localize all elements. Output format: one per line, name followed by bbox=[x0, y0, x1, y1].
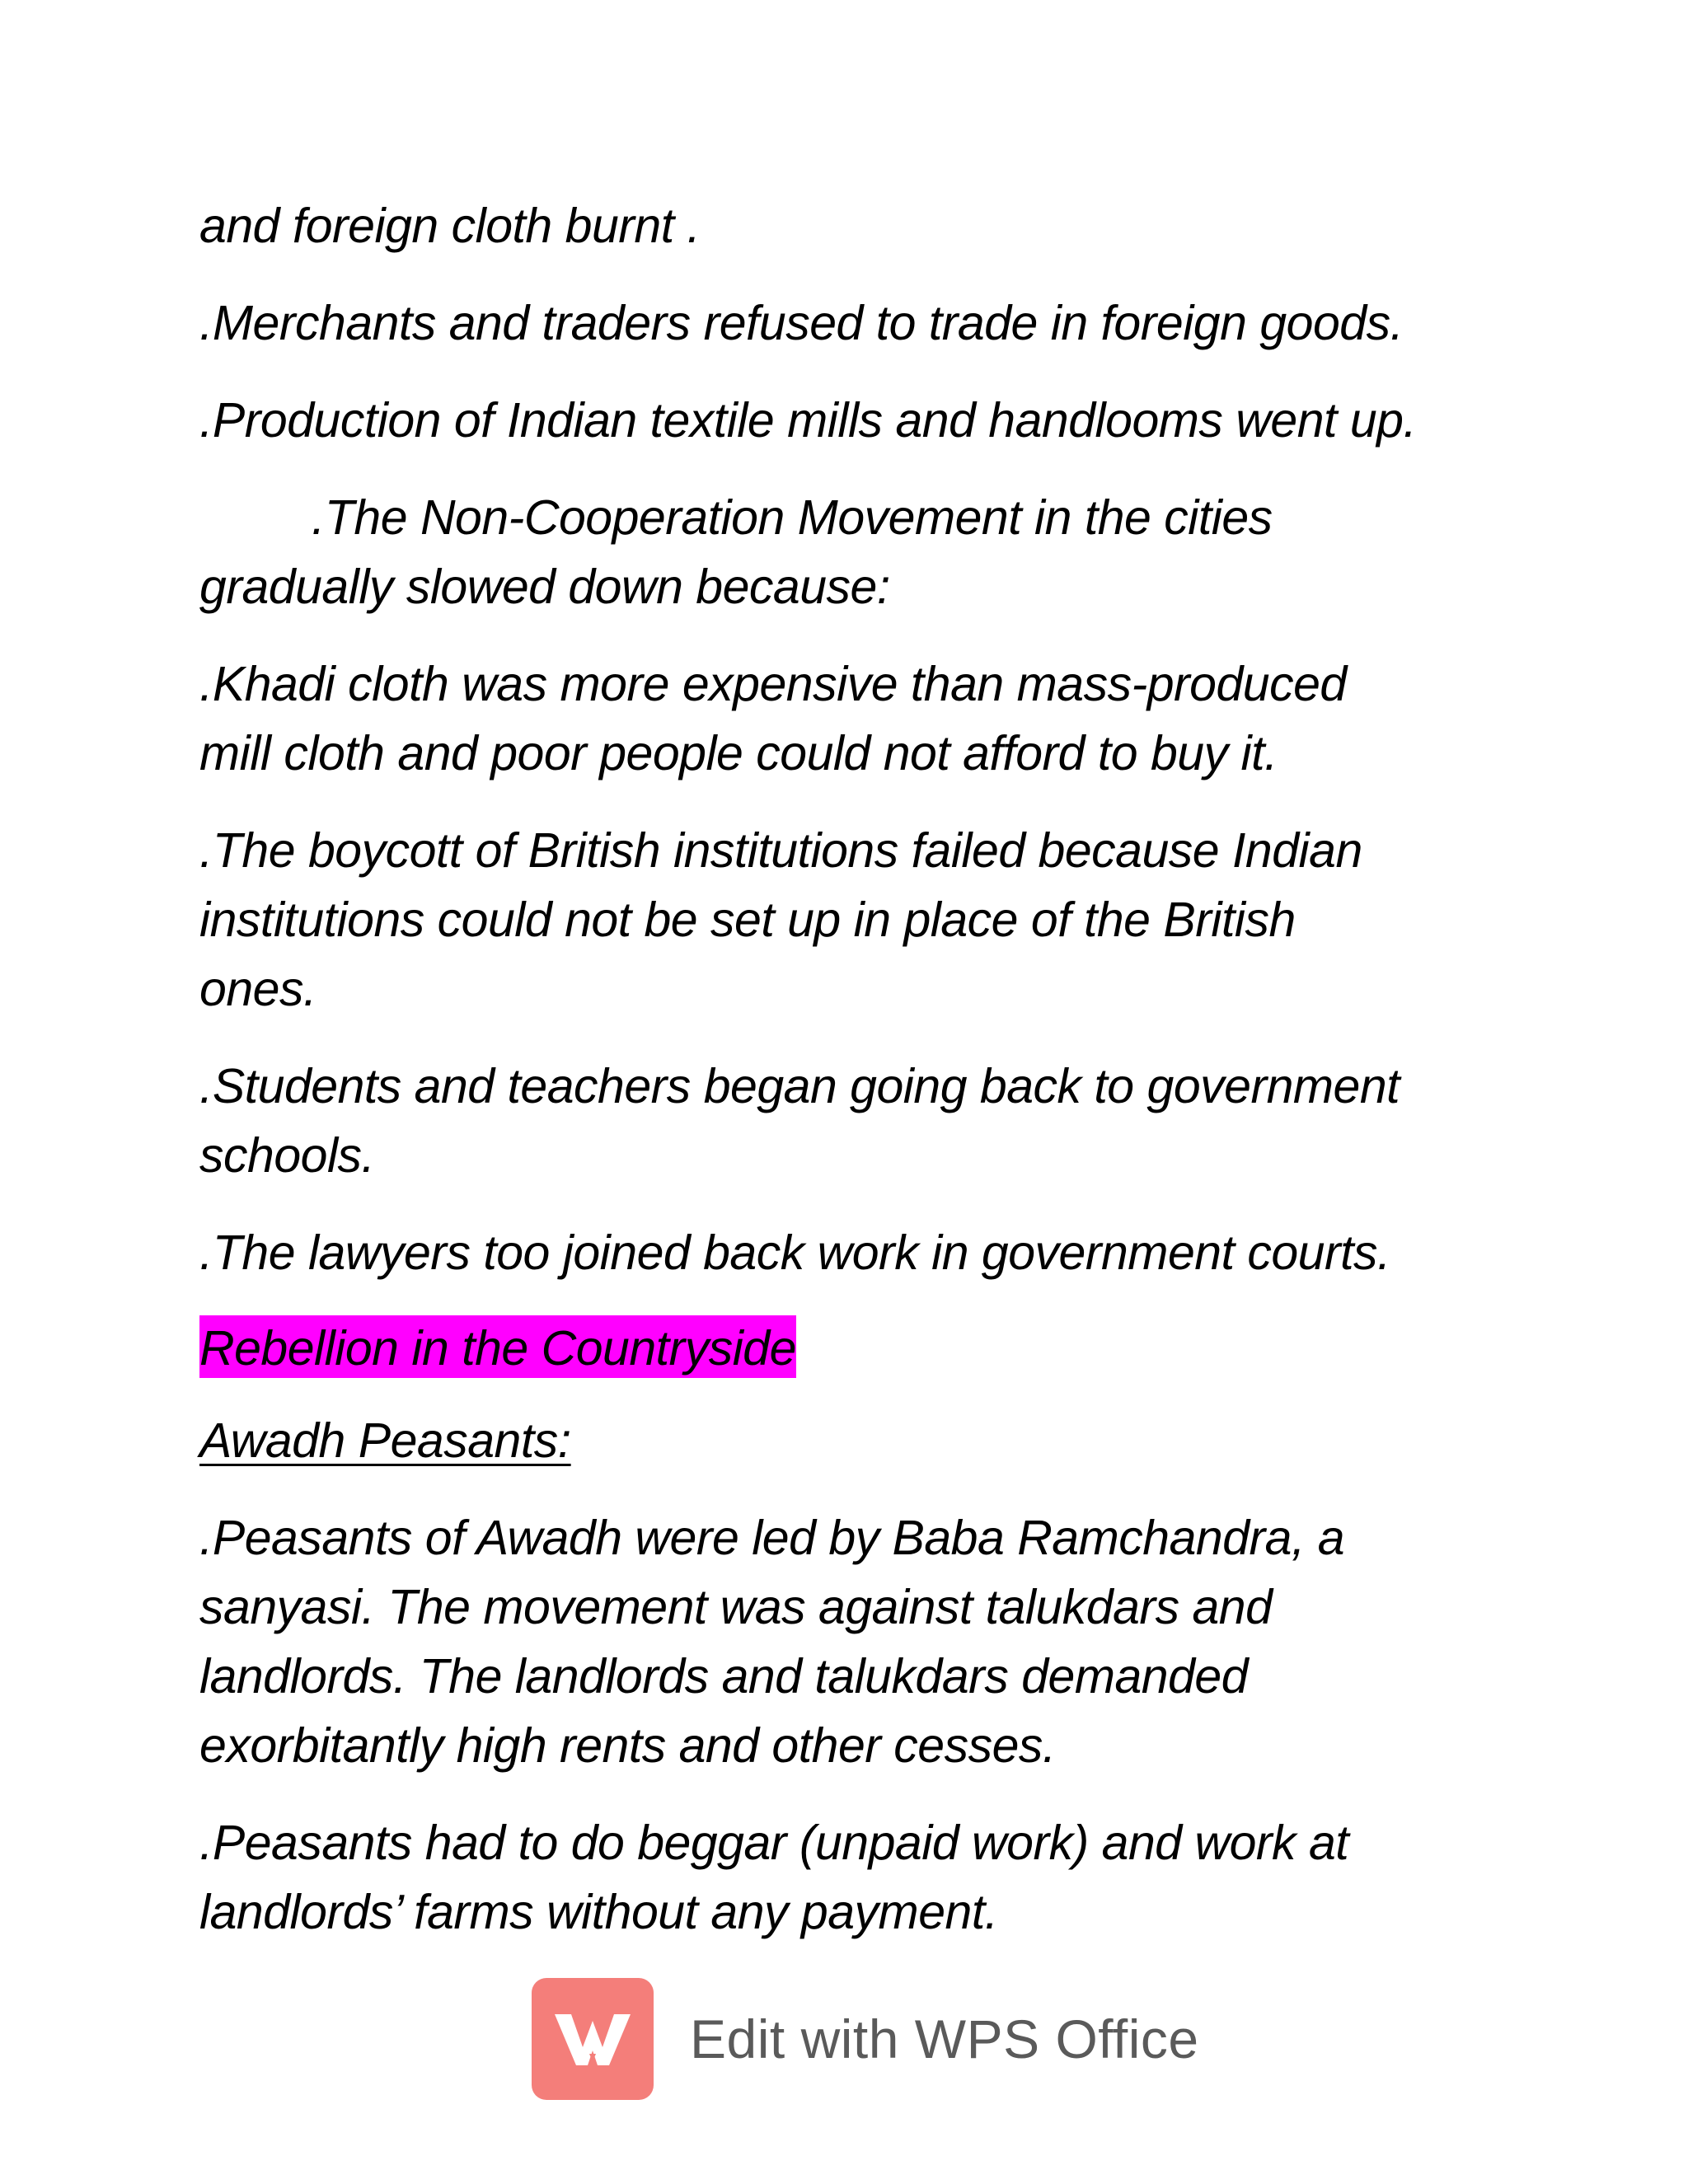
section-heading: Rebellion in the Countryside bbox=[199, 1315, 796, 1378]
document-body bbox=[199, 191, 1518, 1975]
paragraph-slowed-down: .The Non-Cooperation Movement in the cities gradually slowed down because: bbox=[199, 490, 1273, 614]
paragraph-awadh-peasants: .Peasants of Awadh were led by Baba Ramchandra, a sanyasi. The movement was against talukdars and landlords. The landlords and talukdars demanded exorbitantly high rents and other cesses. bbox=[199, 1511, 1345, 1773]
subheading: Awadh Peasants: bbox=[199, 1413, 571, 1468]
edit-with-wps-button[interactable] bbox=[532, 1978, 1199, 2100]
paragraph-khadi: .Khadi cloth was more expensive than mass-produced mill cloth and poor people could not afford to buy it. bbox=[199, 657, 1347, 780]
paragraph-production: .Production of Indian textile mills and handlooms went up. bbox=[199, 393, 1417, 448]
paragraph-lawyers: .The lawyers too joined back work in government courts. bbox=[199, 1226, 1390, 1280]
wps-logo-icon bbox=[532, 1978, 654, 2100]
wps-badge-label: Edit with WPS Office bbox=[690, 2008, 1199, 2069]
paragraph-boycott: .The boycott of British institutions failed because Indian institutions could not be set up in place of the British ones. bbox=[199, 823, 1362, 1016]
paragraph-beggar: .Peasants had to do beggar (unpaid work) and work at landlords’ farms without any payment. bbox=[199, 1816, 1349, 1939]
paragraph-students: .Students and teachers began going back to government schools. bbox=[199, 1059, 1400, 1183]
subheading-wrap bbox=[199, 1406, 1518, 1475]
paragraph-foreign-cloth: and foreign cloth burnt . bbox=[199, 199, 701, 253]
paragraph-merchants: .Merchants and traders refused to trade in foreign goods. bbox=[199, 296, 1404, 350]
section-heading-wrap bbox=[199, 1315, 1518, 1378]
